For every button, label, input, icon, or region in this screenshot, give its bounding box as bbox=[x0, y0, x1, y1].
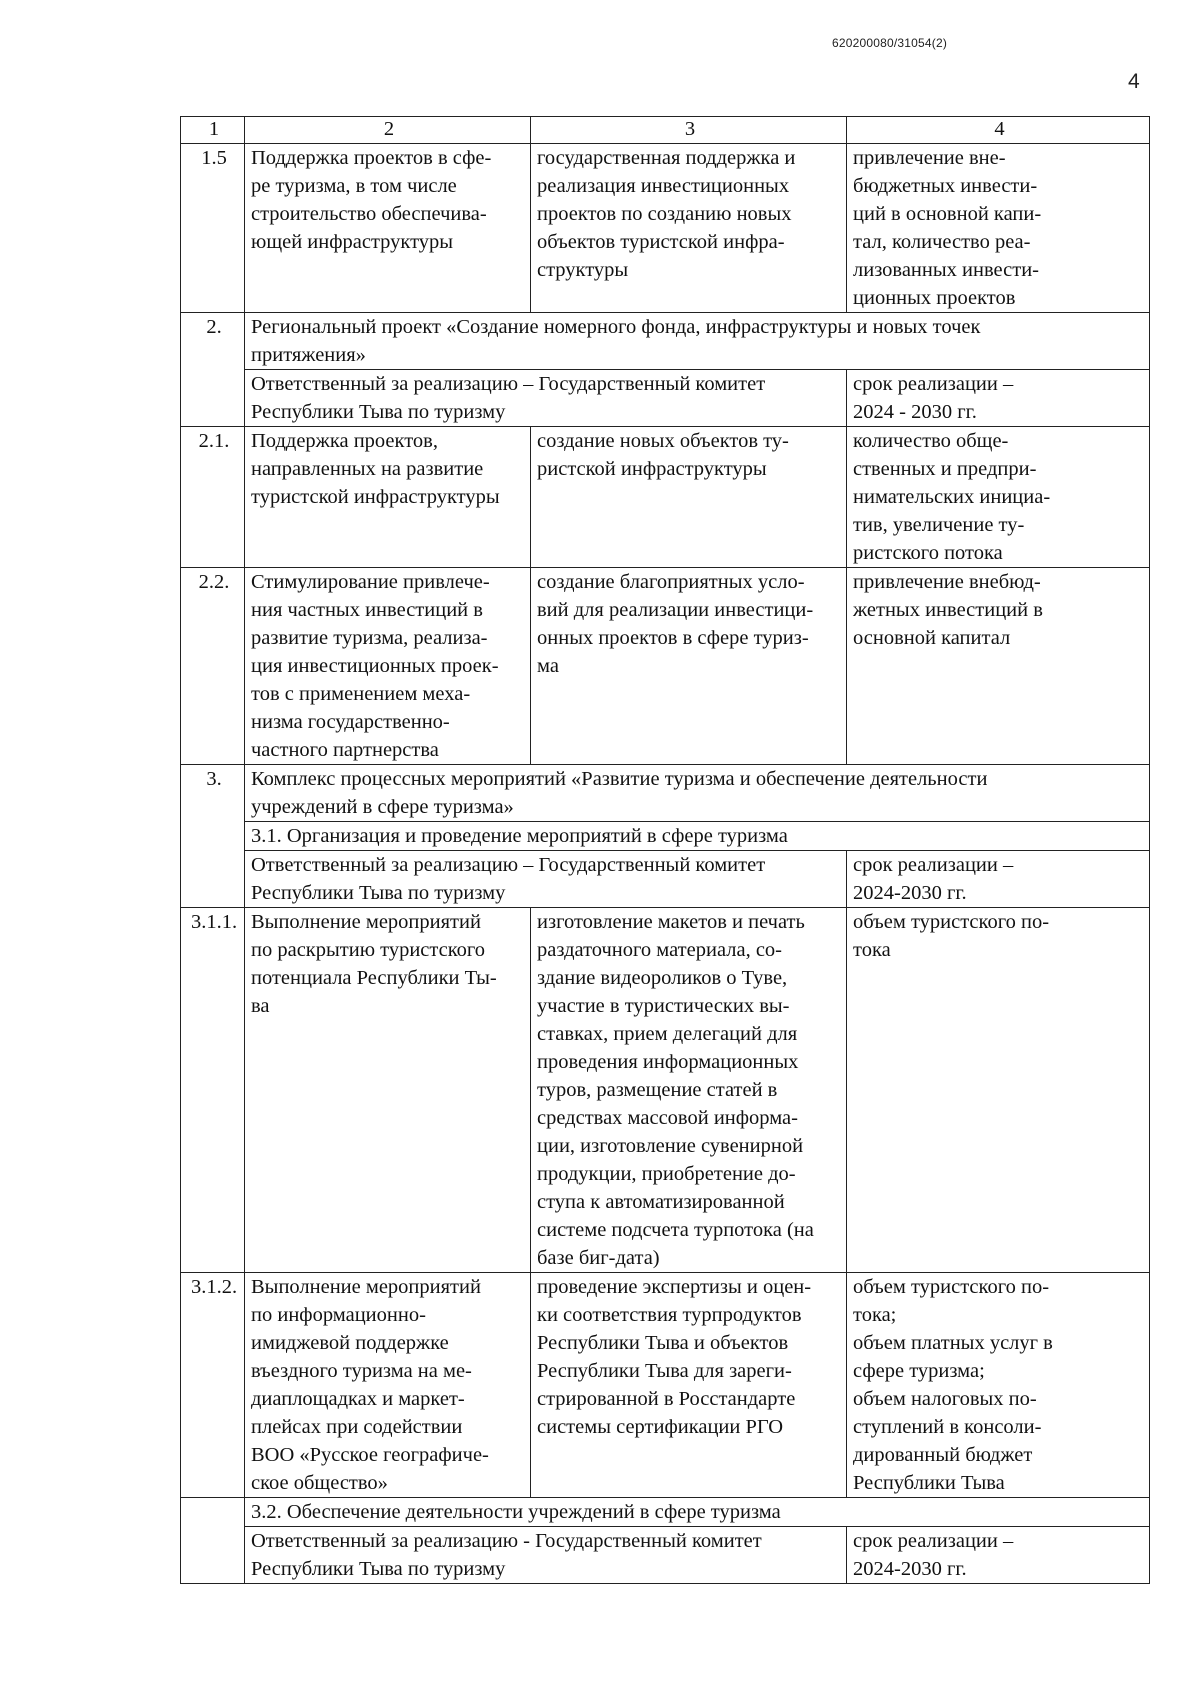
row-number: 3.1.1. bbox=[181, 908, 245, 1273]
table-row-3-2-subtitle bbox=[181, 1498, 1150, 1527]
table-row-3-1-responsible bbox=[181, 851, 1150, 908]
table-row-3-1-subtitle bbox=[181, 822, 1150, 851]
table-row-2-responsible bbox=[181, 370, 1150, 427]
row-number: 2.1. bbox=[181, 427, 245, 568]
activity-name: Поддержка проектов в сфе- ре туризма, в том числе строительство обеспечива- ющей инфраструктуры bbox=[245, 144, 531, 313]
table-row-2-2 bbox=[181, 568, 1150, 765]
implementation-term: срок реализации – 2024 - 2030 гг. bbox=[847, 370, 1150, 427]
responsible-party: Ответственный за реализацию – Государственный комитет Республики Тыва по туризму bbox=[245, 370, 847, 427]
table-row-3-1-1 bbox=[181, 908, 1150, 1273]
table-header-row bbox=[181, 117, 1150, 144]
activity-name: Поддержка проектов, направленных на развитие туристской инфраструктуры bbox=[245, 427, 531, 568]
table-row-3-2-responsible bbox=[181, 1527, 1150, 1584]
activity-indicator: привлечение вне- бюджетных инвести- ций в основной капи- тал, количество реа- лизованных инвести- ционных проектов bbox=[847, 144, 1150, 313]
col-header-4: 4 bbox=[847, 117, 1150, 144]
activity-name: Стимулирование привлече- ния частных инвестиций в развитие туризма, реализа- ция инвестиционных проек- тов с применением меха- низма государственно- частного партнерства bbox=[245, 568, 531, 765]
row-number: 2. bbox=[181, 313, 245, 427]
activity-indicator: привлечение внебюд- жетных инвестиций в основной капитал bbox=[847, 568, 1150, 765]
activity-name: Выполнение мероприятий по информационно- имиджевой поддержке въездного туризма на ме- диаплощадках и маркет- плейсах при содействии ВОО «Русское географиче- ское общество» bbox=[245, 1273, 531, 1498]
activity-indicator: объем туристского по- тока bbox=[847, 908, 1150, 1273]
activity-name: Выполнение мероприятий по раскрытию туристского потенциала Республики Ты- ва bbox=[245, 908, 531, 1273]
document-code: 620200080/31054(2) bbox=[832, 36, 948, 50]
row-number: 2.2. bbox=[181, 568, 245, 765]
responsible-party: Ответственный за реализацию - Государственный комитет Республики Тыва по туризму bbox=[245, 1527, 847, 1584]
table-row-2-title bbox=[181, 313, 1150, 370]
table-row-2-1 bbox=[181, 427, 1150, 568]
table-row-3-1-2 bbox=[181, 1273, 1150, 1498]
table-row-1-5 bbox=[181, 144, 1150, 313]
activity-description: проведение экспертизы и оцен- ки соответствия турпродуктов Республики Тыва и объектов Республики Тыва для зареги- стрированной в Росстандарте системы сертификации РГО bbox=[531, 1273, 847, 1498]
page-number: 4 bbox=[1128, 70, 1140, 93]
activity-description: государственная поддержка и реализация инвестиционных проектов по созданию новых объектов туристской инфра- структуры bbox=[531, 144, 847, 313]
activities-table bbox=[180, 116, 1150, 1584]
row-number: 3.1.2. bbox=[181, 1273, 245, 1498]
subsection-title: 3.2. Обеспечение деятельности учреждений в сфере туризма bbox=[245, 1498, 1150, 1527]
section-title: Региональный проект «Создание номерного фонда, инфраструктуры и новых точек притяжения» bbox=[245, 313, 1150, 370]
subsection-title: 3.1. Организация и проведение мероприятий в сфере туризма bbox=[245, 822, 1150, 851]
col-header-1: 1 bbox=[181, 117, 245, 144]
activity-description: изготовление макетов и печать раздаточного материала, со- здание видеороликов о Туве, участие в туристических вы- ставках, прием делегаций для проведения информационных туров, размещение статей в средствах массовой информа- ции, изготовление сувенирной продукции, приобретение до- ступа к автоматизированной системе подсчета турпотока (на базе биг-дата) bbox=[531, 908, 847, 1273]
activity-description: создание новых объектов ту- ристской инфраструктуры bbox=[531, 427, 847, 568]
col-header-3: 3 bbox=[531, 117, 847, 144]
section-title: Комплекс процессных мероприятий «Развитие туризма и обеспечение деятельности учреждений в сфере туризма» bbox=[245, 765, 1150, 822]
row-number: 1.5 bbox=[181, 144, 245, 313]
activity-indicator: объем туристского по- тока; объем платных услуг в сфере туризма; объем налоговых по- ступлений в консоли- дированный бюджет Республики Тыва bbox=[847, 1273, 1150, 1498]
table-row-3-title bbox=[181, 765, 1150, 822]
responsible-party: Ответственный за реализацию – Государственный комитет Республики Тыва по туризму bbox=[245, 851, 847, 908]
activity-indicator: количество обще- ственных и предпри- нимательских инициа- тив, увеличение ту- ристского потока bbox=[847, 427, 1150, 568]
col-header-2: 2 bbox=[245, 117, 531, 144]
implementation-term: срок реализации – 2024-2030 гг. bbox=[847, 851, 1150, 908]
implementation-term: срок реализации – 2024-2030 гг. bbox=[847, 1527, 1150, 1584]
activity-description: создание благоприятных усло- вий для реализации инвестици- онных проектов в сфере туриз- ма bbox=[531, 568, 847, 765]
row-number-empty bbox=[181, 1498, 245, 1584]
row-number: 3. bbox=[181, 765, 245, 908]
